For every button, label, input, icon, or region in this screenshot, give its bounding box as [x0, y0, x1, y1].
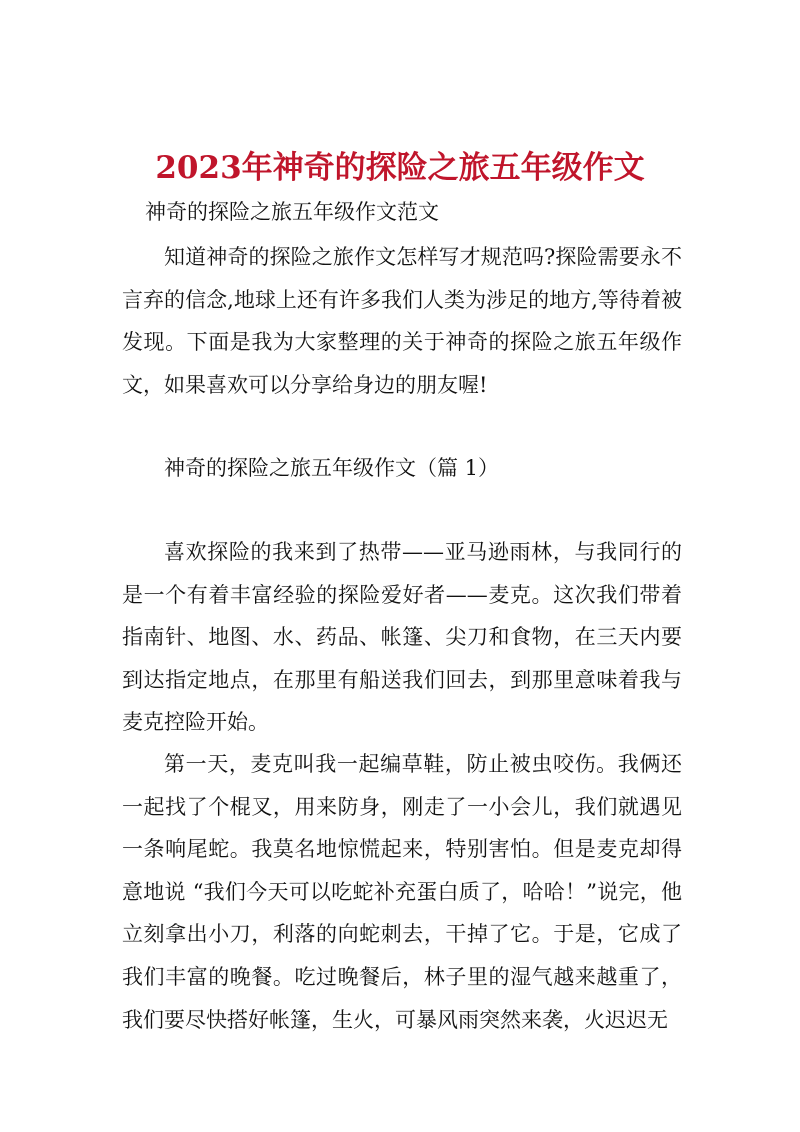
body-paragraph-1: 喜欢探险的我来到了热带——亚马逊雨林，与我同行的是一个有着丰富经验的探险爱好者——麦克。这次我们带着指南针、地图、水、药品、帐篷、尖刀和食物，在三天内要到达指定地点，在那里有船送我们回去，到那里意味着我与麦克控险开始。 [122, 540, 682, 735]
intro-paragraph: 知道神奇的探险之旅作文怎样写才规范吗?探险需要永不言弃的信念,地球上还有许多我们人类为涉足的地方,等待着被发现。下面是我为大家整理的关于神奇的探险之旅五年级作文，如果喜欢可以分享给身边的朋友喔! [122, 245, 682, 397]
document-title: 2023年神奇的探险之旅五年级作文 [155, 149, 645, 186]
body-paragraph-2: 第一天，麦克叫我一起编草鞋，防止被虫咬伤。我俩还一起找了个棍叉，用来防身，刚走了一小会儿，我们就遇见一条响尾蛇。我莫名地惊慌起来，特别害怕。但是麦克却得意地说 “我们今天可以吃蛇补充蛋白质了，哈哈！”说完，他立刻拿出小刀，利落的向蛇刺去，干掉了它。于是，它成了我们丰富的晚餐。吃过晚餐后，林子里的湿气越来越重了，我们要尽快搭好帐篷，生火，可暴风雨突然来袭，火迟迟无 [122, 752, 682, 1032]
document-subtitle: 神奇的探险之旅五年级作文范文 [145, 200, 439, 224]
section-heading: 神奇的探险之旅五年级作文（篇 1） [164, 456, 500, 480]
